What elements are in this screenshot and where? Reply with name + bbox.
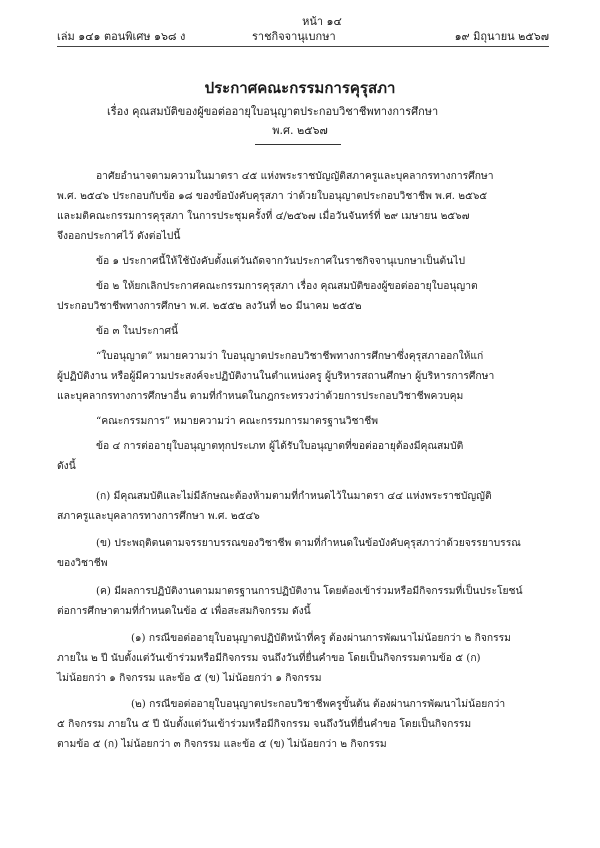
- announcement-subject: เรื่อง คุณสมบัติของผู้ขอต่ออายุใบอนุญาตประกอบวิชาชีพทางการศึกษา: [107, 105, 439, 118]
- body-line: ไม่น้อยกว่า ๑ กิจกรรม และข้อ ๕ (ข) ไม่น้อยกว่า ๑ กิจกรรม: [57, 672, 322, 684]
- announcement-title: ประกาศคณะกรรมการคุรุสภา: [204, 79, 396, 97]
- body-line: อาศัยอำนาจตามความในมาตรา ๔๕ แห่งพระราชบัญญัติสภาครูและบุคลากรทางการศึกษา: [96, 170, 494, 182]
- body-line: ประกอบวิชาชีพทางการศึกษา พ.ศ. ๒๕๕๒ ลงวันที่ ๒๐ มีนาคม ๒๕๕๒: [57, 300, 362, 312]
- body-line: (๑) กรณีขอต่ออายุใบอนุญาตปฏิบัติหน้าที่ครู ต้องผ่านการพัฒนาไม่น้อยกว่า ๒ กิจกรรม: [131, 632, 511, 644]
- header-divider: [57, 46, 549, 47]
- body-line: ๕ กิจกรรม ภายใน ๕ ปี นับตั้งแต่วันเข้าร่วมหรือมีกิจกรรม จนถึงวันที่ยื่นคำขอ โดยเป็นกิจกรรม: [57, 718, 472, 730]
- body-line: “คณะกรรมการ” หมายความว่า คณะกรรมการมาตรฐานวิชาชีพ: [96, 415, 379, 427]
- body-line: ของวิชาชีพ: [57, 557, 108, 569]
- body-line: และบุคลากรทางการศึกษาอื่น ตามที่กำหนดในกฎกระทรวงว่าด้วยการประกอบวิชาชีพควบคุม: [57, 390, 464, 402]
- publication-date: ๑๙ มิถุนายน ๒๕๖๗: [454, 30, 549, 43]
- body-line: ตามข้อ ๕ (ก) ไม่น้อยกว่า ๓ กิจกรรม และข้อ ๕ (ข) ไม่น้อยกว่า ๒ กิจกรรม: [57, 738, 387, 750]
- body-line: และมติคณะกรรมการคุรุสภา ในการประชุมครั้งที่ ๔/๒๕๖๗ เมื่อวันจันทร์ที่ ๒๙ เมษายน ๒๕๖๗: [57, 210, 470, 222]
- body-line: ต่อการศึกษาตามที่กำหนดในข้อ ๕ เพื่อสะสมกิจกรรม ดังนี้: [57, 605, 311, 617]
- announcement-year: พ.ศ. ๒๕๖๗: [272, 124, 328, 137]
- body-line: สภาครูและบุคลากรทางการศึกษา พ.ศ. ๒๕๔๖: [57, 510, 260, 522]
- body-line: “ใบอนุญาต” หมายความว่า ใบอนุญาตประกอบวิชาชีพทางการศึกษาซึ่งคุรุสภาออกให้แก่: [96, 350, 484, 362]
- body-line: พ.ศ. ๒๕๔๖ ประกอบกับข้อ ๑๘ ของข้อบังคับคุรุสภา ว่าด้วยใบอนุญาตประกอบวิชาชีพ พ.ศ. ๒๕๖๕: [57, 190, 488, 202]
- title-divider: [255, 144, 341, 145]
- gazette-header: [57, 27, 549, 43]
- body-line: จึงออกประกาศไว้ ดังต่อไปนี้: [57, 230, 181, 242]
- body-line: (ค) มีผลการปฏิบัติงานตามมาตรฐานการปฏิบัติงาน โดยต้องเข้าร่วมหรือมีกิจกรรมที่เป็นประโยชน์: [96, 585, 523, 597]
- body-line: ข้อ ๔ การต่ออายุใบอนุญาตทุกประเภท ผู้ได้รับใบอนุญาตที่ขอต่ออายุต้องมีคุณสมบัติ: [96, 440, 464, 452]
- gazette-name: ราชกิจจานุเบกษา: [252, 30, 336, 43]
- body-line: ดังนี้: [57, 460, 76, 472]
- body-line: ข้อ ๒ ให้ยกเลิกประกาศคณะกรรมการคุรุสภา เรื่อง คุณสมบัติของผู้ขอต่ออายุใบอนุญาต: [96, 280, 478, 292]
- body-line: ข้อ ๓ ในประกาศนี้: [96, 325, 179, 337]
- volume-issue: เล่ม ๑๔๑ ตอนพิเศษ ๑๖๘ ง: [57, 30, 186, 43]
- body-line: (๒) กรณีขอต่ออายุใบอนุญาตประกอบวิชาชีพครูขั้นต้น ต้องผ่านการพัฒนาไม่น้อยกว่า: [131, 698, 506, 710]
- body-line: (ข) ประพฤติตนตามจรรยาบรรณของวิชาชีพ ตามที่กำหนดในข้อบังคับคุรุสภาว่าด้วยจรรยาบรรณ: [96, 537, 521, 549]
- body-line: ข้อ ๑ ประกาศนี้ให้ใช้บังคับตั้งแต่วันถัดจากวันประกาศในราชกิจจานุเบกษาเป็นต้นไป: [96, 255, 465, 267]
- body-line: ภายใน ๒ ปี นับตั้งแต่วันเข้าร่วมหรือมีกิจกรรม จนถึงวันที่ยื่นคำขอ โดยเป็นกิจกรรมตามข้อ ๕ (ก): [57, 652, 481, 664]
- body-line: (ก) มีคุณสมบัติและไม่มีลักษณะต้องห้ามตามที่กำหนดไว้ในมาตรา ๔๔ แห่งพระราชบัญญัติ: [96, 490, 492, 502]
- page-number: หน้า ๑๔: [302, 15, 342, 28]
- body-line: ผู้ปฏิบัติงาน หรือผู้มีความประสงค์จะปฏิบัติงานในตำแหน่งครู ผู้บริหารสถานศึกษา ผู้บริหารการศึกษา: [57, 370, 495, 382]
